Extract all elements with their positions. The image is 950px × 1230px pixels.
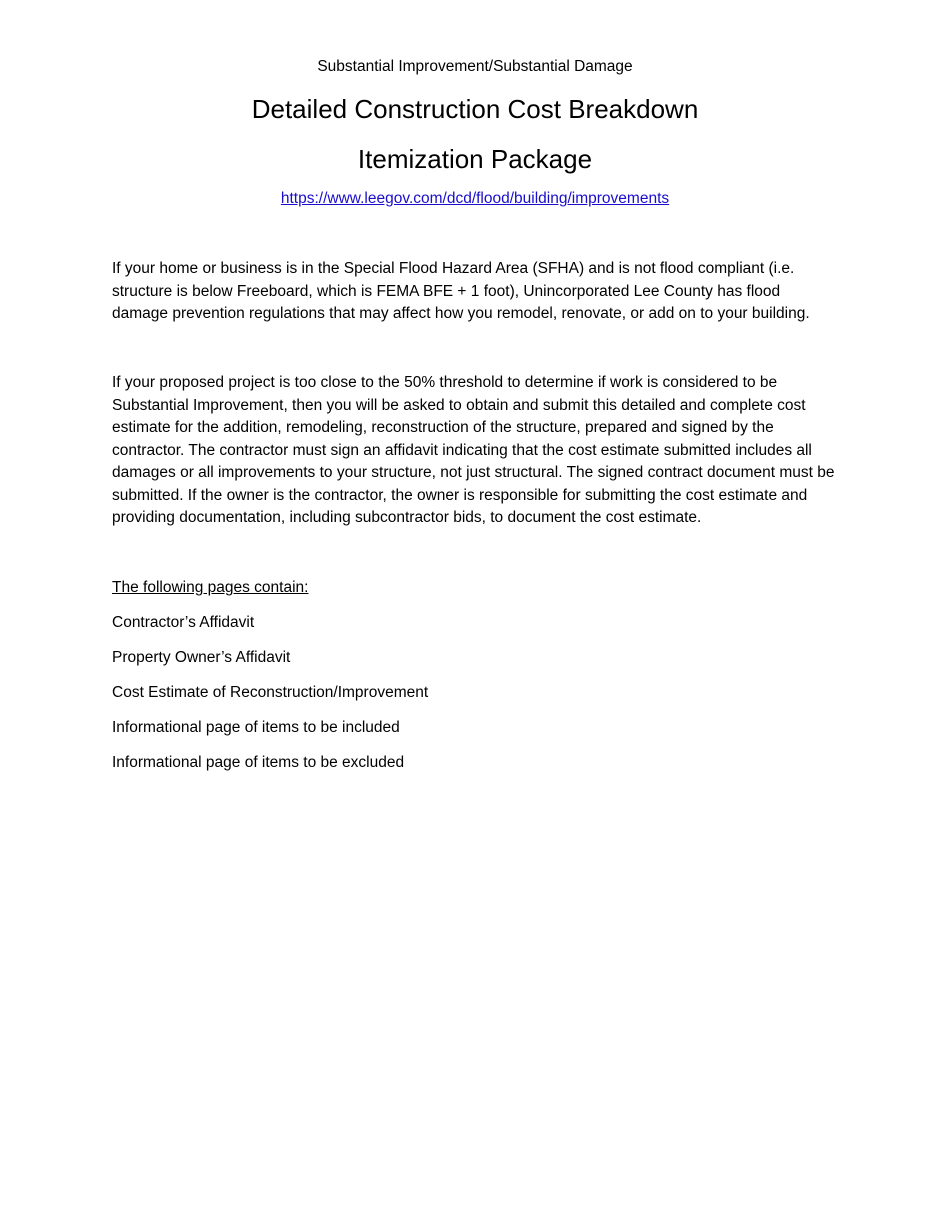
improvements-link-container <box>0 188 950 210</box>
document-title-line-1: Detailed Construction Cost Breakdown <box>251 94 699 124</box>
threshold-paragraph: If your proposed project is too close to the 50% threshold to determine if work is considered to be Substantial Improvement, then you will be asked to obtain and submit this detailed and complete cost estimate for the addition, remodeling, reconstruction of the structure, prepared and signed by the contractor. The contractor must sign an affidavit indicating that the cost estimate submitted includes all damages or all improvements to your structure, not just structural. The signed contract document must be submitted. If the owner is the contractor, the owner is responsible for submitting the cost estimate and providing documentation, including subcontractor bids, to document the cost estimate. <box>112 374 835 526</box>
contents-list <box>112 612 428 787</box>
contents-item-contractor-affidavit: Contractor’s Affidavit <box>112 614 255 631</box>
contents-item-excluded-items: Informational page of items to be excluded <box>112 754 405 771</box>
contents-item-included-items: Informational page of items to be included <box>112 719 400 736</box>
improvements-link[interactable]: https://www.leegov.com/dcd/flood/building/improvements <box>280 190 670 207</box>
document-subtitle: Substantial Improvement/Substantial Damage <box>317 58 633 75</box>
contents-heading: The following pages contain: <box>112 579 309 596</box>
contents-item-cost-estimate: Cost Estimate of Reconstruction/Improvement <box>112 684 429 701</box>
sfha-paragraph: If your home or business is in the Special Flood Hazard Area (SFHA) and is not flood compliant (i.e. structure is below Freeboard, which is FEMA BFE + 1 foot), Unincorporated Lee County has flood damage prevention regulations that may affect how you remodel, renovate, or add on to your building. <box>112 260 810 322</box>
contents-item-owner-affidavit: Property Owner’s Affidavit <box>112 649 291 666</box>
document-title-line-2: Itemization Package <box>357 144 593 174</box>
